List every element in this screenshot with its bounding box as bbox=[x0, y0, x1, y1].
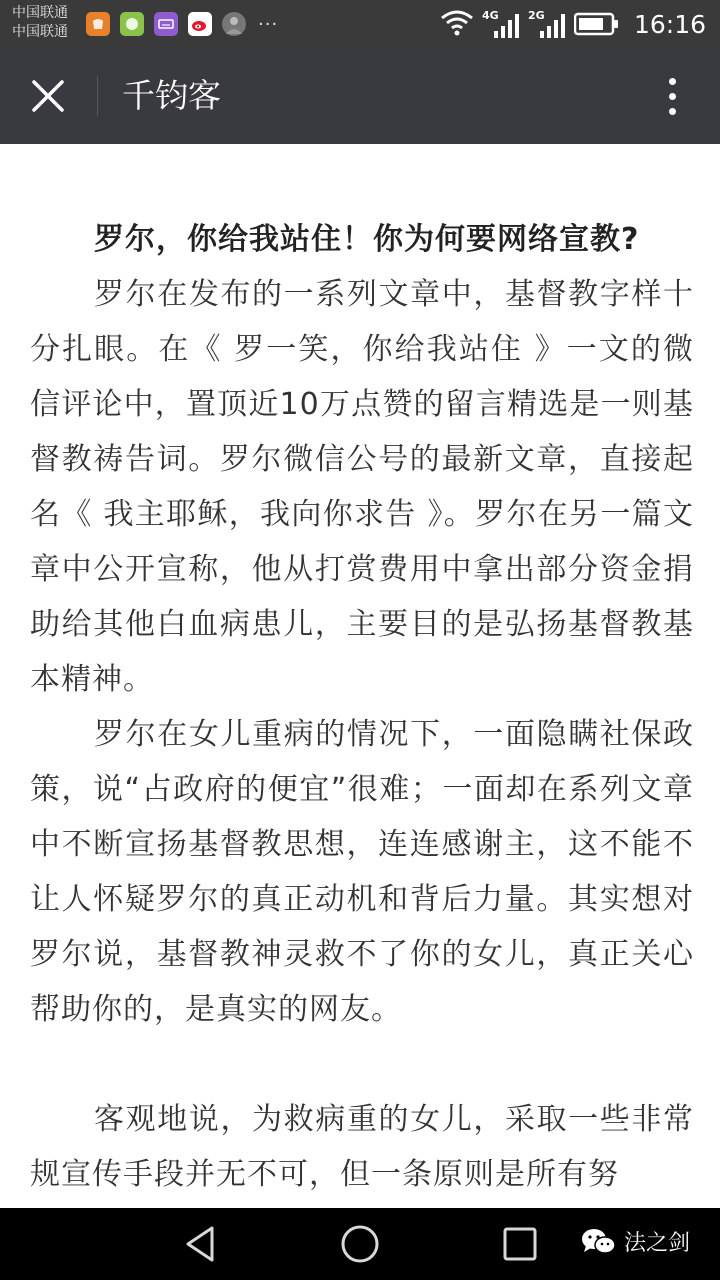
green-app-icon bbox=[120, 12, 144, 36]
taobao-icon bbox=[86, 12, 110, 36]
clock: 16:16 bbox=[633, 9, 706, 39]
more-options-button[interactable] bbox=[646, 70, 698, 122]
home-circle-icon bbox=[340, 1224, 380, 1264]
avatar-app-icon bbox=[222, 12, 246, 36]
signal-bars-icon bbox=[486, 13, 520, 39]
wechat-logo-icon bbox=[580, 1227, 618, 1257]
signal-1 bbox=[482, 9, 520, 39]
close-icon bbox=[31, 79, 65, 113]
paragraph-spacer bbox=[30, 1037, 694, 1092]
title-bar bbox=[0, 48, 720, 144]
more-dot-icon bbox=[669, 78, 676, 85]
back-button[interactable] bbox=[178, 1222, 222, 1266]
signal-2-label: 2G bbox=[527, 9, 545, 22]
watermark-text: 法之剑 bbox=[624, 1231, 691, 1256]
navigation-bar bbox=[0, 1208, 720, 1280]
home-button[interactable] bbox=[338, 1222, 382, 1266]
title-divider bbox=[97, 76, 98, 116]
article-paragraph: 罗尔在女儿重病的情况下，一面隐瞒社保政策，说“占政府的便宜”很难；一面却在系列文章中不断宣扬基督教思想，连连感谢主，这不能不让人怀疑罗尔的真正动机和背后力量。其实想对罗尔说，基督教神灵救不了你的女儿，真正关心帮助你的，是真实的网友。 bbox=[30, 717, 694, 1027]
wifi-icon bbox=[440, 8, 474, 40]
recent-square-icon bbox=[502, 1226, 538, 1262]
recent-apps-button[interactable] bbox=[498, 1222, 542, 1266]
status-indicators bbox=[440, 8, 706, 40]
page-title: 千钧客 bbox=[122, 76, 221, 115]
article-content[interactable] bbox=[30, 212, 694, 1208]
more-dot-icon bbox=[669, 108, 676, 115]
signal-1-label: 4G bbox=[481, 9, 499, 22]
weibo-icon bbox=[188, 12, 212, 36]
carrier-info bbox=[12, 4, 68, 42]
close-button[interactable] bbox=[18, 66, 78, 126]
notification-icons bbox=[86, 12, 278, 36]
carrier-1: 中国联通 bbox=[12, 5, 68, 21]
signal-bars-icon bbox=[532, 13, 566, 39]
article-paragraph: 罗尔在发布的一系列文章中，基督教字样十分扎眼。在《 罗一笑，你给我站住 》一文的微信评论中，置顶近10万点赞的留言精选是一则基督教祷告词。罗尔微信公号的最新文章，直接起名《 我主耶稣，我向你求告 》。罗尔在另一篇文章中公开宣称，他从打赏费用中拿出部分资金捐助给其他白血病患儿，主要目的是弘扬基督教基本精神。 bbox=[30, 277, 694, 697]
status-bar bbox=[0, 0, 720, 48]
watermark bbox=[580, 1226, 690, 1257]
article-heading: 罗尔，你给我站住！你为何要网络宣教? bbox=[94, 222, 640, 257]
more-notifications-icon: ··· bbox=[258, 13, 279, 35]
back-triangle-icon bbox=[182, 1224, 218, 1264]
carrier-2: 中国联通 bbox=[12, 24, 68, 40]
battery-icon bbox=[574, 11, 620, 37]
signal-2 bbox=[528, 9, 566, 39]
more-dot-icon bbox=[669, 93, 676, 100]
keyboard-app-icon bbox=[154, 12, 178, 36]
article-paragraph: 客观地说，为救病重的女儿，采取一些非常规宣传手段并无不可，但一条原则是所有努 bbox=[30, 1102, 694, 1192]
